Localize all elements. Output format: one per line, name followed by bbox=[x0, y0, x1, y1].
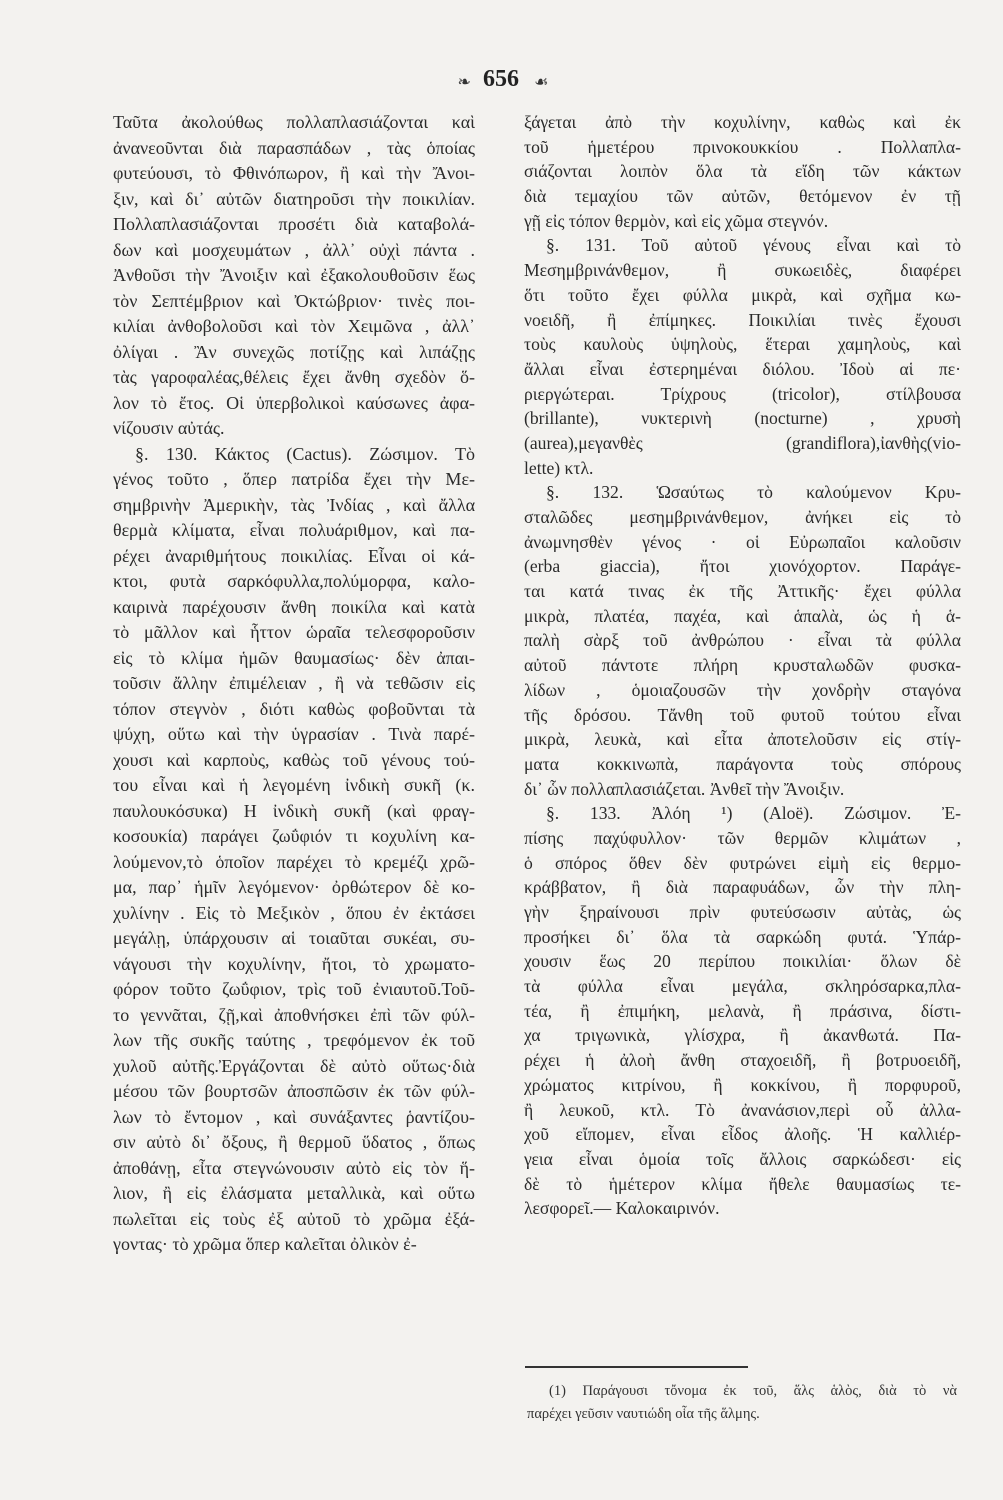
right-column-line: σιάζονται λοιπὸν ὅλα τὰ εἴδη τῶν κάκτων bbox=[524, 161, 961, 182]
right-column-line: (aurea),μεγανθὲς (grandiflora),ἰανθὴς(vio- bbox=[524, 432, 961, 453]
left-column-line: λούμενον,τὸ ὁποῖον παρέχει τὸ κρεμέζι χρῶ- bbox=[113, 851, 475, 872]
left-column-line: γένος τοῦτο , ὅπερ πατρίδα ἔχει τὴν Με- bbox=[113, 469, 475, 489]
left-column-line: χουσι καὶ καρποὺς, καθὼς τοῦ γένους τού- bbox=[113, 749, 475, 770]
right-column-line: ματα κοκκινωπὰ, παράγοντα τοὺς σπόρους bbox=[524, 753, 961, 774]
left-column-line: λιον, ἢ εἰς ἐλάσματα μεταλλικὰ, καὶ οὕτω bbox=[113, 1183, 475, 1203]
left-column-line: κιλίαι ἀνθοβολοῦσι καὶ τὸν Χειμῶνα , ἀλλ᾽ bbox=[113, 316, 475, 336]
left-column-line: λων τὸ ἔντομον , καὶ συνάξαντες ῥαντίζου- bbox=[113, 1106, 475, 1127]
footnote bbox=[527, 1380, 957, 1426]
right-column-line: ται κατά τινας ἐκ τῆς Ἀττικῆς· ἔχει φύλλα bbox=[524, 581, 961, 602]
left-column-line: τὸ μᾶλλον καὶ ἧττον ὡραῖα τελεσφοροῦσιν bbox=[113, 622, 475, 642]
left-column-line: καιρινὰ παρέχουσιν ἄνθη ποικίλα καὶ κατὰ bbox=[113, 596, 475, 617]
right-column-line: γῇ εἰς τόπον θερμὸν, καὶ εἰς χῶμα στεγνόν. bbox=[524, 210, 829, 231]
left-column-line: ἀνανεοῦνται διὰ παρασπάδων , τὰς ὁποίας bbox=[113, 137, 475, 158]
left-column-line: Ταῦτα ἀκολούθως πολλαπλασιάζονται καὶ bbox=[113, 112, 475, 132]
right-column-line: μικρὰ, λευκὰ, καὶ εἶτα ἀποτελοῦσιν εἰς στίγ- bbox=[524, 729, 961, 750]
right-text-column bbox=[524, 110, 961, 1221]
right-column-line: ἄλλαι εἶναι ἐστερημέναι διόλου. Ἰδοὺ αἱ πε· bbox=[524, 358, 961, 379]
left-column-line: μα, παρ᾽ ἡμῖν λεγόμενον· ὀρθώτερον δὲ κο- bbox=[113, 877, 475, 897]
right-column-line: δι᾽ ὧν πολλαπλασιάζεται. Ἀνθεῖ τὴν Ἄνοιξιν. bbox=[524, 778, 845, 799]
right-column-line: ὁ σπόρος ὅθεν δὲν φυτρώνει εἰμὴ εἰς θερμο- bbox=[524, 852, 961, 873]
right-column-line: παλὴ σὰρξ τοῦ ἀνθρώπου · εἶναι τὰ φύλλα bbox=[524, 630, 961, 651]
right-column-line: γεια εἶναι ὁμοία τοῖς ἄλλοις σαρκώδεσι· εἰς bbox=[524, 1148, 961, 1169]
right-column-line: χουσιν ἕως 20 περίπου ποικιλίαι· ὅλων δὲ bbox=[524, 951, 961, 972]
right-column-line: κράββατον, ἢ διὰ παραφυάδων, ὧν τὴν πλη- bbox=[524, 877, 961, 898]
ornament-right-icon: ☙ bbox=[534, 72, 546, 91]
right-column-line: lette) κτλ. bbox=[524, 457, 594, 478]
right-column-line: αὐτοῦ πάντοτε πλήρη κρυσταλωδῶν φυσκα- bbox=[524, 655, 961, 676]
left-column-line: χυλίνην . Εἰς τὸ Μεξικὸν , ὅπου ἐν ἐκτάσει bbox=[113, 902, 475, 923]
right-column-line: πίσης παχύφυλλον· τῶν θερμῶν κλιμάτων , bbox=[524, 827, 961, 848]
right-column-line: τοῦ ἡμετέρου πρινοκουκκίου . Πολλαπλα- bbox=[524, 136, 961, 157]
left-column-line: ὀλίγαι . Ἂν συνεχῶς ποτίζῃς καὶ λιπάζῃς bbox=[113, 341, 475, 362]
left-column-line: δων καὶ μοσχευμάτων , ἀλλ᾽ οὐχὶ πάντα . bbox=[113, 239, 475, 260]
right-column-line: λίδων , ὁμοιαζουσῶν τὴν χονδρὴν σταγόνα bbox=[524, 679, 961, 700]
right-column-line: χρώματος κιτρίνου, ἢ κοκκίνου, ἢ πορφυροῦ, bbox=[524, 1074, 961, 1095]
left-column-line: τόπον στεγνὸν , διότι καθὼς φοβοῦνται τὰ bbox=[113, 698, 475, 719]
left-column-line: πωλεῖται εἰς τοὺς ἐξ αὐτοῦ τὸ χρῶμα ἐξά- bbox=[113, 1208, 475, 1229]
left-column-line: §. 130. Κάκτος (Cactus). Ζώσιμον. Τὸ bbox=[135, 443, 475, 464]
footnote-line: παρέχει γεῦσιν ναυτιώδη οἷα τῆς ἅλμης. bbox=[527, 1406, 760, 1422]
right-column-line: τέα, ἢ ἐπιμήκη, μελανὰ, ἢ πράσινα, δίστι- bbox=[524, 1000, 961, 1021]
left-column-line: κτοι, φυτὰ σαρκόφυλλα,πολύμορφα, καλο- bbox=[113, 571, 475, 591]
right-column-line: §. 131. Τοῦ αὐτοῦ γένους εἶναι καὶ τὸ bbox=[546, 235, 961, 256]
left-column-line: σημβρινὴν Ἀμερικὴν, τὰς Ἰνδίας , καὶ ἄλλα bbox=[113, 494, 475, 515]
left-column-line: φυτεύουσι, τὸ Φθινόπωρον, ἢ καὶ τὴν Ἄνοι- bbox=[113, 163, 475, 183]
right-column-line: τοὺς καυλοὺς ὑψηλοὺς, ἕτεραι χαμηλοὺς, καὶ bbox=[524, 334, 961, 355]
left-column-line: τοῦσιν ἄλλην ἐπιμέλειαν , ἢ νὰ τεθῶσιν εἰς bbox=[113, 673, 475, 693]
left-column-line: γοντας· τὸ χρῶμα ὅπερ καλεῖται ὀλικὸν ἐ- bbox=[113, 1234, 417, 1254]
footnote-divider bbox=[525, 1366, 748, 1368]
right-column-line: προσήκει δι᾽ ὅλα τὰ σαρκώδη φυτά. Ὑπάρ- bbox=[524, 926, 961, 947]
left-column-line: ξιν, καὶ δι᾽ αὐτῶν διατηροῦσι τὴν ποικιλίαν. bbox=[113, 188, 475, 209]
right-column-line: τὰ φύλλα εἶναι μεγάλα, σκληρόσαρκα,πλα- bbox=[524, 976, 961, 997]
left-column-line: Ἀνθοῦσι τὴν Ἄνοιξιν καὶ ἐξακολουθοῦσιν ἕως bbox=[113, 265, 475, 285]
right-column-line: ἀνωμνησθὲν γένος · οἱ Εὐρωπαῖοι καλοῦσιν bbox=[524, 531, 961, 552]
left-column-line: μέσου τῶν βουρτσῶν ἀποσπῶσιν ἐκ τῶν φύλ- bbox=[113, 1081, 475, 1101]
right-column-line: γὴν ξηραίνουσι πρὶν φυτεύσωσιν αὐτὰς, ὡς bbox=[524, 902, 961, 922]
left-column-line: κοσουκία) παράγει ζωΰφιόν τι κοχυλίνη κα- bbox=[113, 826, 475, 846]
left-column-line: ρέχει ἀναριθμήτους ποικιλίας. Εἶναι οἱ κά- bbox=[113, 545, 475, 566]
left-column-line: ψύχη, οὕτω καὶ τὴν ὑγρασίαν . Τινὰ παρέ- bbox=[113, 724, 475, 744]
right-column-line: ρέχει ἡ ἀλοὴ ἄνθη σταχοειδῆ, ἢ βοτρυοειδῆ, bbox=[524, 1050, 961, 1071]
left-text-column bbox=[113, 110, 475, 1258]
left-column-line: χυλοῦ αὐτῆς.Ἐργάζονται δὲ αὐτὸ οὕτως·διὰ bbox=[113, 1055, 475, 1076]
right-column-line: ριεργώτεραι. Τρίχρους (tricolor), στίλβουσα bbox=[524, 383, 961, 404]
left-column-line: παυλουκόσυκα) Η ἰνδικὴ συκῆ (καὶ φραγ- bbox=[113, 800, 475, 821]
page-header bbox=[0, 66, 1003, 93]
left-column-line: το γεννᾶται, ζῇ,καὶ ἀποθνήσκει ἐπὶ τῶν φύλ- bbox=[113, 1004, 475, 1025]
right-column-line: ὅτι τοῦτο ἔχει φύλλα μικρὰ, καὶ σχῆμα κω- bbox=[524, 284, 961, 305]
left-column-line: του εἶναι καὶ ἡ λεγομένη ἰνδικὴ συκῆ (κ. bbox=[113, 775, 475, 795]
right-column-line: χοῦ εἴπομεν, εἶναι εἶδος ἀλοῆς. Ἡ καλλιέρ- bbox=[524, 1124, 961, 1145]
left-column-line: Πολλαπλασιάζονται προσέτι διὰ καταβολά- bbox=[113, 214, 475, 234]
right-column-line: διὰ τεμαχίου τῶν αὐτῶν, θετόμενον ἐν τῇ bbox=[524, 186, 961, 207]
left-column-line: λων τῆς συκῆς ταύτης , τρεφόμενον ἐκ τοῦ bbox=[113, 1030, 475, 1050]
right-column-line: τῆς δρόσου. Τἄνθη τοῦ φυτοῦ τούτου εἶναι bbox=[524, 704, 961, 725]
right-column-line: §. 133. Ἀλόη ¹) (Aloë). Ζώσιμον. Ἐ- bbox=[546, 803, 961, 824]
right-column-line: νοειδῆ, ἢ ἐπίμηκες. Ποικιλίαι τινὲς ἔχουσι bbox=[524, 309, 961, 330]
right-column-line: χα τριγωνικὰ, γλίσχρα, ἢ ἀκανθωτά. Πα- bbox=[524, 1025, 961, 1046]
left-column-line: λον τὸ ἔτος. Οἱ ὑπερβολικοὶ καύσωνες ἀφα- bbox=[113, 392, 475, 413]
right-column-line: ξάγεται ἀπὸ τὴν κοχυλίνην, καθὼς καὶ ἐκ bbox=[524, 112, 961, 132]
left-column-line: μεγάλῃ, ὑπάρχουσιν αἱ τοιαῦται συκέαι, συ- bbox=[113, 928, 475, 948]
page-number: 656 bbox=[483, 66, 520, 92]
right-column-line: ἢ λευκοῦ, κτλ. Τὸ ἀνανάσιον,περὶ οὗ ἀλλα- bbox=[524, 1099, 961, 1120]
left-column-line: φόρον τοῦτο ζωΰφιον, τρὶς τοῦ ἐνιαυτοῦ.Τοῦ- bbox=[113, 979, 475, 999]
left-column-line: νίζουσιν αὐτάς. bbox=[113, 418, 225, 438]
right-column-line: δὲ τὸ ἡμέτερον κλίμα ἤθελε θαυμασίως τε- bbox=[524, 1173, 961, 1194]
left-column-line: τὸν Σεπτέμβριον καὶ Ὀκτώβριον· τινὲς ποι- bbox=[113, 290, 475, 311]
left-column-line: ἀποθάνῃ, εἶτα στεγνώνουσιν αὐτὸ εἰς τὸν ἥ- bbox=[113, 1157, 475, 1178]
left-column-line: θερμὰ κλίματα, εἶναι πολυάριθμον, καὶ πα- bbox=[113, 520, 475, 540]
ornament-left-icon: ❧ bbox=[457, 72, 468, 91]
right-column-line: (brillante), νυκτερινὴ (nocturne) , χρυσὴ bbox=[524, 408, 961, 429]
right-column-line: λεσφορεῖ.— Καλοκαιρινόν. bbox=[524, 1198, 720, 1219]
left-column-line: τὰς γαροφαλέας,θέλεις ἔχει ἄνθη σχεδὸν ὅ- bbox=[113, 367, 475, 387]
left-column-line: νάγουσι τὴν κοχυλίνην, ἤτοι, τὸ χρωματο- bbox=[113, 953, 475, 974]
left-column-line: σιν αὐτὸ δι᾽ ὄξους, ἢ θερμοῦ ὕδατος , ὅπως bbox=[113, 1132, 475, 1152]
right-column-line: §. 132. Ὡσαύτως τὸ καλούμενον Κρυ- bbox=[546, 482, 961, 503]
right-column-line: σταλῶδες μεσημβρινάνθεμον, ἀνήκει εἰς τὸ bbox=[524, 507, 961, 527]
right-column-line: (erba giaccia), ἤτοι χιονόχορτον. Παράγε- bbox=[524, 556, 961, 577]
right-column-line: μικρὰ, πλατέα, παχέα, καὶ ἁπαλὰ, ὡς ἡ ἁ- bbox=[524, 605, 961, 626]
footnote-line: (1) Παράγουσι τὄνομα ἐκ τοῦ, ἅλς ἁλὸς, διὰ τὸ νὰ bbox=[549, 1383, 957, 1399]
right-column-line: Μεσημβρινάνθεμον, ἢ συκωειδὲς, διαφέρει bbox=[524, 260, 961, 281]
left-column-line: εἰς τὸ κλίμα ἡμῶν θαυμασίως· δὲν ἀπαι- bbox=[113, 647, 475, 668]
